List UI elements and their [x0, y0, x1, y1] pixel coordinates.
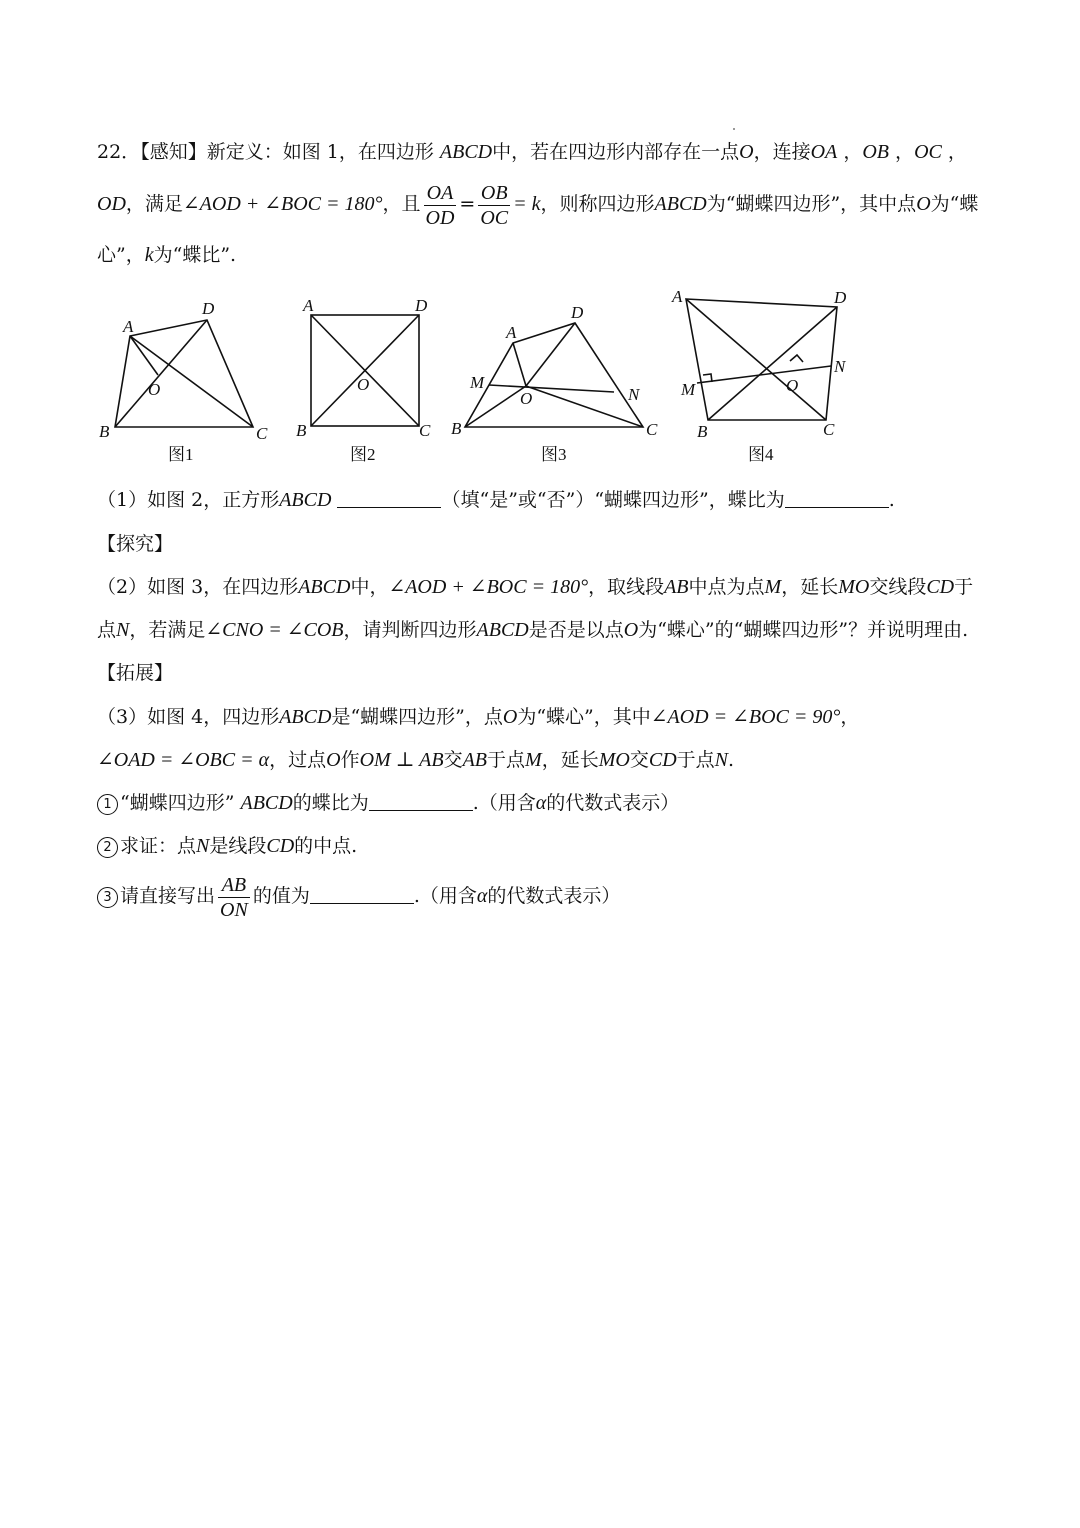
math-abcd: ABCD [279, 489, 332, 511]
def-text: 心”， [97, 244, 145, 266]
math-cd: CD [266, 835, 295, 857]
sub1-text: “蝴蝶四边形” [120, 792, 235, 814]
problem-line-2 [97, 177, 978, 231]
q3-text: 作 [340, 749, 360, 771]
q3-text: 于点 [676, 749, 715, 771]
math-ab: AB [462, 749, 488, 771]
math-abcd: ABCD [476, 619, 529, 641]
q1-text: （填“是”或“否”）“蝴蝶四边形”，蝶比为 [441, 489, 785, 511]
fig2-label-o: O [357, 375, 370, 394]
figure-2 [296, 296, 431, 440]
fig3-label-n: N [628, 385, 640, 404]
def-text: 为“蝶比”. [153, 244, 237, 266]
sub1-text: 的蝶比为 [292, 792, 369, 814]
math-angle-eq: ∠AOD = ∠BOC = 90° [650, 706, 841, 728]
separator: ， [895, 141, 915, 163]
math-perp: OM ⊥ AB [359, 749, 444, 771]
question-1 [97, 487, 895, 513]
fig1-label-a: A [123, 317, 134, 336]
fig1-label-d: D [202, 299, 215, 318]
fig4-label-a: A [672, 287, 683, 306]
sub3-text: 的值为 [252, 885, 310, 907]
fraction-ab-on [218, 873, 250, 922]
q2-text: 中， [350, 576, 389, 598]
q2-text: ，请判断四边形 [343, 619, 477, 641]
q2-text: 为“蝶心”的“蝴蝶四边形”？并说明理由. [638, 619, 969, 641]
fig4-label-c: C [823, 420, 835, 439]
q2-text: 交线段 [869, 576, 927, 598]
sub2-text: 的中点. [294, 835, 358, 857]
frac-num: AB [218, 873, 250, 898]
math-k: k [144, 244, 154, 266]
figure-4 [671, 287, 847, 441]
math-angle-sum: ∠AOD + ∠BOC = 180° [182, 193, 383, 215]
sub-question-3 [97, 868, 620, 924]
math-o: O [623, 619, 639, 641]
q3-text: 交 [443, 749, 463, 771]
math-abcd: ABCD [439, 141, 493, 163]
math-oc: OC [914, 141, 942, 163]
math-mo: MO [598, 749, 630, 771]
fig2-caption: 图2 [350, 445, 376, 464]
fig3-label-m: M [470, 373, 485, 392]
fig2-label-d: D [415, 296, 428, 315]
frac-den: ON [220, 898, 248, 921]
question-3-line-1 [97, 704, 859, 730]
math-od: OD [97, 193, 126, 215]
fig4-caption: 图4 [748, 445, 774, 464]
sub3-text: 请直接写出 [120, 885, 216, 907]
math-m: M [525, 749, 542, 771]
fig4-label-n: N [834, 357, 846, 376]
frac-num: OA [424, 181, 457, 206]
math-o: O [326, 749, 341, 771]
q2-text: ，若满足 [129, 619, 206, 641]
answer-blank-3-1[interactable] [369, 792, 473, 811]
problem-line-3 [97, 242, 236, 268]
math-oa: OA [810, 141, 838, 163]
sub-question-2 [97, 833, 357, 859]
q2-text: ，取线段 [588, 576, 665, 598]
math-cd: CD [926, 576, 955, 598]
q3-text: 于点 [487, 749, 526, 771]
math-ob: OB [862, 141, 889, 163]
fig3-label-b: B [451, 419, 462, 438]
math-cd: CD [648, 749, 677, 771]
frac-den: OC [480, 206, 509, 229]
frac-num: OB [478, 181, 510, 206]
q1-end: . [888, 489, 895, 511]
fig1-label-c: C [256, 424, 268, 443]
sub1-text: .（用含 [472, 792, 536, 814]
frac-den: OD [425, 206, 455, 229]
circled-number-1: 1 [97, 794, 118, 815]
q3-text: 为“蝶心”，其中 [517, 706, 651, 728]
fig4-label-m: M [681, 380, 696, 399]
fig3-label-a: A [506, 323, 517, 342]
q3-text: 是“蝴蝶四边形”，点 [331, 706, 503, 728]
q2-text: 点 [97, 619, 117, 641]
math-n: N [116, 619, 130, 641]
cond-text: ，满足 [125, 193, 183, 215]
math-abcd: ABCD [240, 792, 293, 814]
explore-tag: 【探究】 [97, 533, 174, 555]
sub3-text: .（用含 [413, 885, 477, 907]
intro-text: 中，若在四边形内部存在一点 [492, 141, 740, 163]
sub2-text: 求证：点 [120, 835, 197, 857]
equals: = [459, 193, 476, 215]
math-o: O [502, 706, 518, 728]
math-o: O [739, 141, 754, 163]
math-abcd: ABCD [298, 576, 351, 598]
figure-1 [99, 299, 268, 443]
math-k: = k [513, 193, 541, 215]
cond-text: 为“蝶 [930, 193, 979, 215]
intro-text: 新定义：如图 1，在四边形 [206, 141, 434, 163]
q3-text: 交 [629, 749, 649, 771]
problem-line-1 [97, 139, 967, 165]
question-3-line-2 [97, 747, 734, 773]
answer-blank-1a[interactable] [337, 489, 441, 508]
q1-text: （1）如图 2，正方形 [97, 489, 280, 511]
circled-number-2: 2 [97, 837, 118, 858]
q2-text: 是否是以点 [528, 619, 624, 641]
math-ab: AB [664, 576, 689, 598]
fig3-caption: 图3 [541, 445, 567, 464]
math-angle-sum: ∠AOD + ∠BOC = 180° [388, 576, 589, 598]
math-angle-eq: ∠CNO = ∠COB [205, 619, 344, 641]
answer-blank-1b[interactable] [785, 489, 889, 508]
fig2-label-a: A [303, 296, 314, 315]
fig1-label-b: B [99, 422, 110, 441]
q2-text: ，延长 [781, 576, 839, 598]
fig4-label-o: O [786, 376, 799, 395]
extend-tag: 【拓展】 [97, 662, 174, 684]
math-n: N [196, 835, 210, 857]
q3-text: ，过点 [269, 749, 327, 771]
sub1-text: 的代数式表示） [546, 792, 680, 814]
q2-text: 于 [954, 576, 974, 598]
cond-text: 为“蝴蝶四边形”，其中点 [706, 193, 917, 215]
intro-text: ，连接 [753, 141, 811, 163]
fig2-label-b: B [296, 421, 307, 440]
math-alpha: α [476, 885, 488, 907]
fig2-label-c: C [419, 421, 431, 440]
math-abcd: ABCD [279, 706, 332, 728]
cond-text: ，则称四边形 [540, 193, 655, 215]
figure-3 [451, 303, 658, 439]
q3-text: （3）如图 4，四边形 [97, 706, 280, 728]
tag-perceive: 【感知】 [140, 141, 207, 163]
answer-blank-3-3[interactable] [310, 885, 414, 904]
fig3-label-d: D [571, 303, 584, 322]
q3-text: . [728, 749, 735, 771]
cond-text: ，且 [382, 193, 421, 215]
math-m: M [764, 576, 782, 598]
q2-text: 中点为点 [688, 576, 765, 598]
figures-panel [0, 280, 1080, 480]
separator: ， [947, 141, 967, 163]
fig3-label-o: O [520, 389, 533, 408]
fig4-label-d: D [834, 288, 847, 307]
q3-text: ，延长 [541, 749, 599, 771]
problem-number: 22． [97, 141, 141, 163]
math-alpha: α [535, 792, 547, 814]
circled-number-3: 3 [97, 887, 118, 908]
scan-speck [733, 128, 735, 130]
separator: ， [843, 141, 863, 163]
question-2-line-2 [97, 617, 968, 643]
sub3-text: 的代数式表示） [487, 885, 621, 907]
q3-text: ， [840, 706, 860, 728]
math-mo: MO [838, 576, 870, 598]
fig4-label-b: B [697, 422, 708, 441]
question-2-line-1 [97, 574, 973, 600]
fig1-label-o: O [148, 380, 161, 399]
math-n: N [714, 749, 729, 771]
math-angle-alpha: ∠OAD = ∠OBC = α [97, 749, 270, 771]
fig1-caption: 图1 [168, 445, 194, 464]
math-o: O [916, 193, 931, 215]
fraction-oa-od [424, 181, 457, 230]
math-abcd: ABCD [654, 193, 707, 215]
sub-question-1 [97, 790, 679, 816]
sub2-text: 是线段 [209, 835, 267, 857]
fig3-label-c: C [646, 420, 658, 439]
q2-text: （2）如图 3，在四边形 [97, 576, 299, 598]
fraction-ob-oc [478, 181, 510, 230]
